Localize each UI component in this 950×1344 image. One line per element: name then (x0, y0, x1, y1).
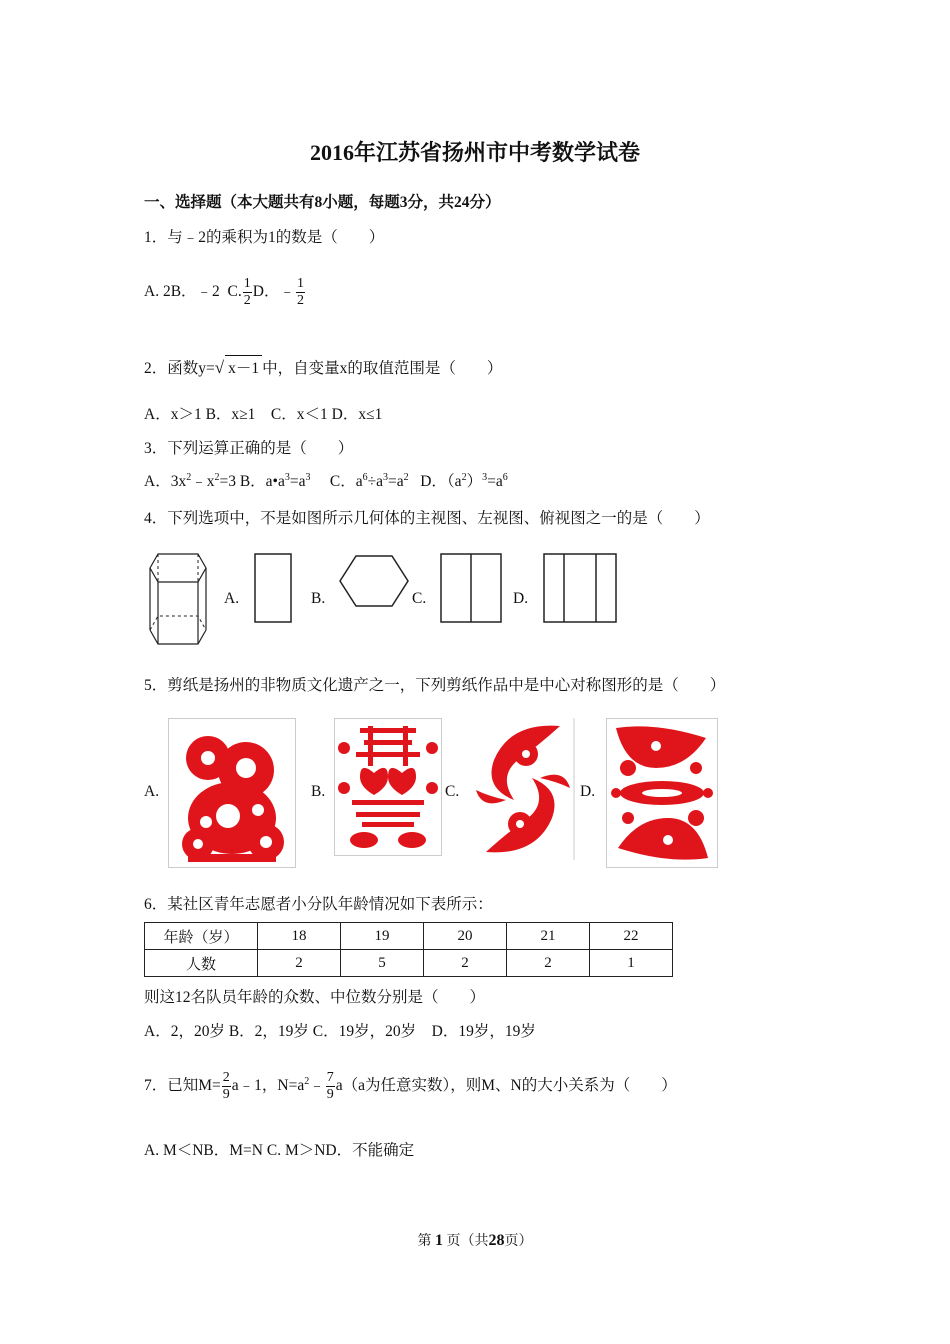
question-6-question: 则这12名队员年龄的众数、中位数分别是（ ） (144, 989, 486, 1006)
question-6-options: A．2，20岁 B．2，19岁 C．19岁，20岁 D．19岁，19岁 (144, 1023, 536, 1040)
table-header-cell: 18 (258, 923, 341, 950)
q4-option-b-hexagon (336, 552, 414, 612)
table-cell: 2 (424, 950, 507, 977)
q1-fraction-d: $\frac{1}{2}$ (296, 276, 304, 308)
table-row (145, 923, 673, 950)
q4-label-d: D. (513, 590, 529, 607)
q2-radicand: x－1 (225, 355, 262, 378)
q4-label-b: B. (311, 590, 326, 607)
question-1-stem: 1．与﹣2的乘积为1的数是（ ） (144, 229, 385, 246)
papercut-fish-image (470, 718, 576, 860)
section-heading: 一、选择题（本大题共有8小题，每题3分，共24分） (144, 194, 501, 211)
table-header-cell: 20 (424, 923, 507, 950)
q4-option-d-three-rectangles (540, 552, 620, 626)
q7-fraction-m: $\frac{2}{9}$ (222, 1070, 230, 1102)
q4-option-c-two-rectangles (438, 552, 506, 626)
page-title: 2016年江苏省扬州市中考数学试卷 (309, 140, 640, 165)
table-header-cell: 22 (590, 923, 673, 950)
papercut-floral-image (606, 718, 718, 868)
table-header-cell: 年龄（岁） (145, 923, 258, 950)
table-header-cell: 19 (341, 923, 424, 950)
q7-fraction-n: $\frac{7}{9}$ (326, 1070, 334, 1102)
table-row (145, 950, 673, 977)
q1-option-b: B．﹣2 (170, 283, 220, 301)
q5-label-a: A. (144, 783, 160, 800)
page-footer: 第 1 页（共28页） (417, 1232, 533, 1249)
question-3-stem: 3．下列运算正确的是（ ） (144, 440, 354, 457)
question-3-options: A．$3x^2﹣x^2=3$ B．$a•a^3=a^3$ C．$a^6\div a^3=a^2$ D．$(a^2)^3=a^6$ (144, 471, 508, 490)
q1-option-c: C. (227, 283, 242, 301)
q4-label-c: C. (412, 590, 427, 607)
total-pages: 28 (488, 1232, 505, 1249)
q1-option-a: A. 2 (144, 283, 171, 301)
papercut-monkey-image (168, 718, 296, 868)
q4-option-a-rectangle (252, 552, 296, 626)
question-2-options: A．x＞1 B．x≥1 C．x＜1 D．x≤1 (144, 406, 383, 423)
q5-label-b: B. (311, 783, 326, 800)
table-cell: 5 (341, 950, 424, 977)
papercut-double-happiness-image (334, 718, 442, 856)
table-cell: 人数 (145, 950, 258, 977)
question-1-options (144, 276, 306, 309)
question-5-stem: 5．剪纸是扬州的非物质文化遗产之一，下列剪纸作品中是中心对称图形的是（ ） (144, 677, 726, 694)
q1-option-d: D．﹣ (252, 283, 295, 301)
page-number: 1 (435, 1232, 443, 1249)
q5-label-d: D. (580, 783, 596, 800)
hexagonal-prism-figure (140, 548, 220, 648)
question-7-options: A. M＜NB．M=N C. M＞ND．不能确定 (144, 1142, 415, 1159)
q4-label-a: A. (224, 590, 240, 607)
age-table (144, 922, 673, 977)
table-cell: 2 (258, 950, 341, 977)
question-6-stem: 6．某社区青年志愿者小分队年龄情况如下表所示： (144, 896, 493, 913)
table-cell: 2 (507, 950, 590, 977)
q5-label-c: C. (445, 783, 460, 800)
q1-fraction-c: $\frac{1}{2}$ (243, 276, 251, 308)
table-cell: 1 (590, 950, 673, 977)
question-4-stem: 4．下列选项中，不是如图所示几何体的主视图、左视图、俯视图之一的是（ ） (144, 510, 710, 527)
question-2-stem: 2．函数y=√ x－1 中，自变量x的取值范围是（ ） (144, 355, 502, 378)
question-7-stem: 7．已知M= $\frac{2}{9}$ a﹣1，$N=a^2﹣$ $\frac{7}{9}$ a（a为任意实数），则M、N的大小关系为（ ） (144, 1070, 677, 1102)
table-header-cell: 21 (507, 923, 590, 950)
